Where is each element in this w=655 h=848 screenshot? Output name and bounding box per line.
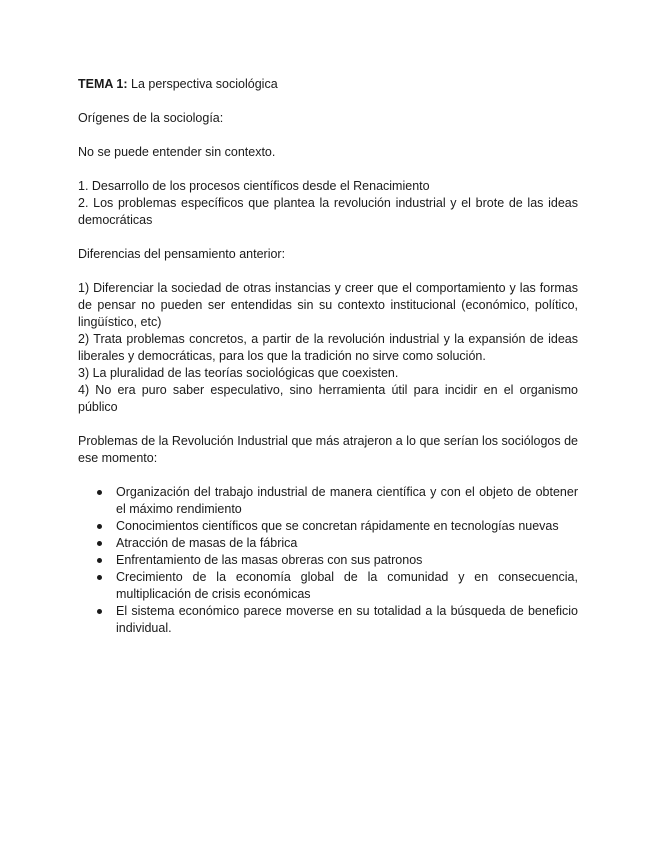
list-item-text: Atracción de masas de la fábrica [116, 536, 298, 550]
spacer [78, 93, 578, 110]
spacer [78, 127, 578, 144]
page-title [78, 76, 578, 93]
list-item [78, 484, 578, 518]
list-item [78, 535, 578, 552]
bullet-icon [97, 524, 102, 529]
spacer [78, 229, 578, 246]
bullet-icon [97, 558, 102, 563]
list-item [78, 569, 578, 603]
list-item-text: Enfrentamiento de las masas obreras con sus patronos [116, 553, 423, 567]
list-item [78, 603, 578, 637]
bullet-icon [97, 541, 102, 546]
document-page [78, 76, 578, 637]
list-item-text: Crecimiento de la economía global de la comunidad y en consecuencia, multiplicación de crisis económicas [116, 570, 578, 601]
list-item-text: El sistema económico parece moverse en su totalidad a la búsqueda de beneficio individual. [116, 604, 578, 635]
differences-item-4: 4) No era puro saber especulativo, sino herramienta útil para incidir en el organismo público [78, 383, 578, 414]
bullet-icon [97, 609, 102, 614]
context-line: No se puede entender sin contexto. [78, 145, 276, 159]
title-text: La perspectiva sociológica [131, 77, 278, 91]
list-item-text: Organización del trabajo industrial de manera científica y con el objeto de obtener el máximo rendimiento [116, 485, 578, 516]
bullet-icon [97, 490, 102, 495]
spacer [78, 161, 578, 178]
differences-item-1: 1) Diferenciar la sociedad de otras instancias y creer que el comportamiento y las formas de pensar no pueden ser entendidas sin su contexto institucional (económico, político, lingüístico, etc) [78, 281, 578, 329]
spacer [78, 467, 578, 484]
differences-item-3: 3) La pluralidad de las teorías sociológicas que coexisten. [78, 366, 399, 380]
origins-item-1: 1. Desarrollo de los procesos científicos desde el Renacimiento [78, 179, 430, 193]
title-label: TEMA 1: [78, 77, 128, 91]
list-item [78, 552, 578, 569]
problems-heading: Problemas de la Revolución Industrial que más atrajeron a lo que serían los sociólogos de ese momento: [78, 434, 578, 465]
list-item [78, 518, 578, 535]
differences-item-2: 2) Trata problemas concretos, a partir de la revolución industrial y la expansión de ideas liberales y democráticas, para los que la tradición no sirve como solución. [78, 332, 578, 363]
differences-heading: Diferencias del pensamiento anterior: [78, 247, 286, 261]
list-item-text: Conocimientos científicos que se concretan rápidamente en tecnologías nuevas [116, 519, 559, 533]
origins-item-2: 2. Los problemas específicos que plantea la revolución industrial y el brote de las ideas democráticas [78, 196, 578, 227]
bullet-icon [97, 575, 102, 580]
spacer [78, 263, 578, 280]
origins-heading: Orígenes de la sociología: [78, 111, 224, 125]
spacer [78, 416, 578, 433]
problems-list [78, 484, 578, 637]
